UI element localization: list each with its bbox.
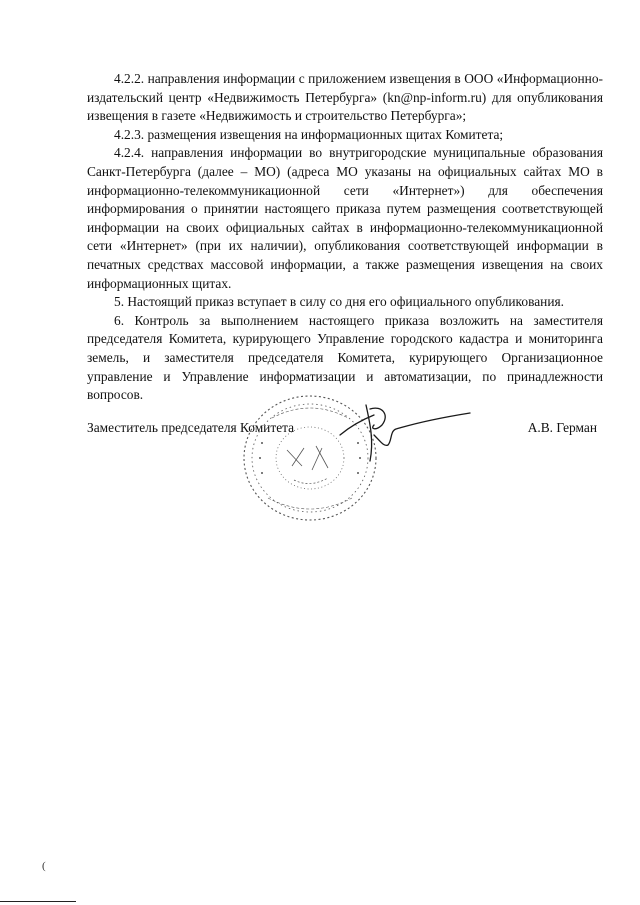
signatory-name: А.В. Герман xyxy=(527,420,597,435)
paragraph-4-2-2: 4.2.2. направления информации с приложением извещения в ООО «Информационно-издательский центр «Недвижимость Петербурга» (kn@np-inform.ru) для опубликования извещения в газете «Недвижимость и строительство Петербурга»; xyxy=(87,71,603,124)
footer-rule xyxy=(0,901,76,902)
corner-mark: ( xyxy=(42,860,46,872)
paragraph-6: 6. Контроль за выполнением настоящего приказа возложить на заместителя председателя Комитета, курирующего Управление городского кадастра и мониторинга земель, и заместителя председателя Комитета, курирующего Организационное управление и Управление информатизации и автоматизации, по принадлежности вопросов. xyxy=(87,312,603,403)
signatory-title: Заместитель председателя Комитета xyxy=(87,420,295,435)
paragraph-4-2-3: 4.2.3. размещения извещения на информационных щитах Комитета; xyxy=(114,126,504,142)
signature-block xyxy=(87,420,603,442)
paragraph-4-2-4: 4.2.4. направления информации во внутригородские муниципальные образования Санкт-Петербурга (далее – МО) (адреса МО указаны на официальных сайтах МО в информационно-телекоммуникационной сети «Интернет») для обеспечения информирования о принятии настоящего приказа путем размещения соответствующей информации на своих официальных сайтах в информационно-телекоммуникационной сети «Интернет» (при их наличии), опубликования соответствующей информации в печатных средствах массовой информации, а также размещения извещения на своих информационных щитах. xyxy=(87,145,603,291)
document-body xyxy=(87,70,603,405)
paragraph-5: 5. Настоящий приказ вступает в силу со дня его официального опубликования. xyxy=(114,294,564,310)
